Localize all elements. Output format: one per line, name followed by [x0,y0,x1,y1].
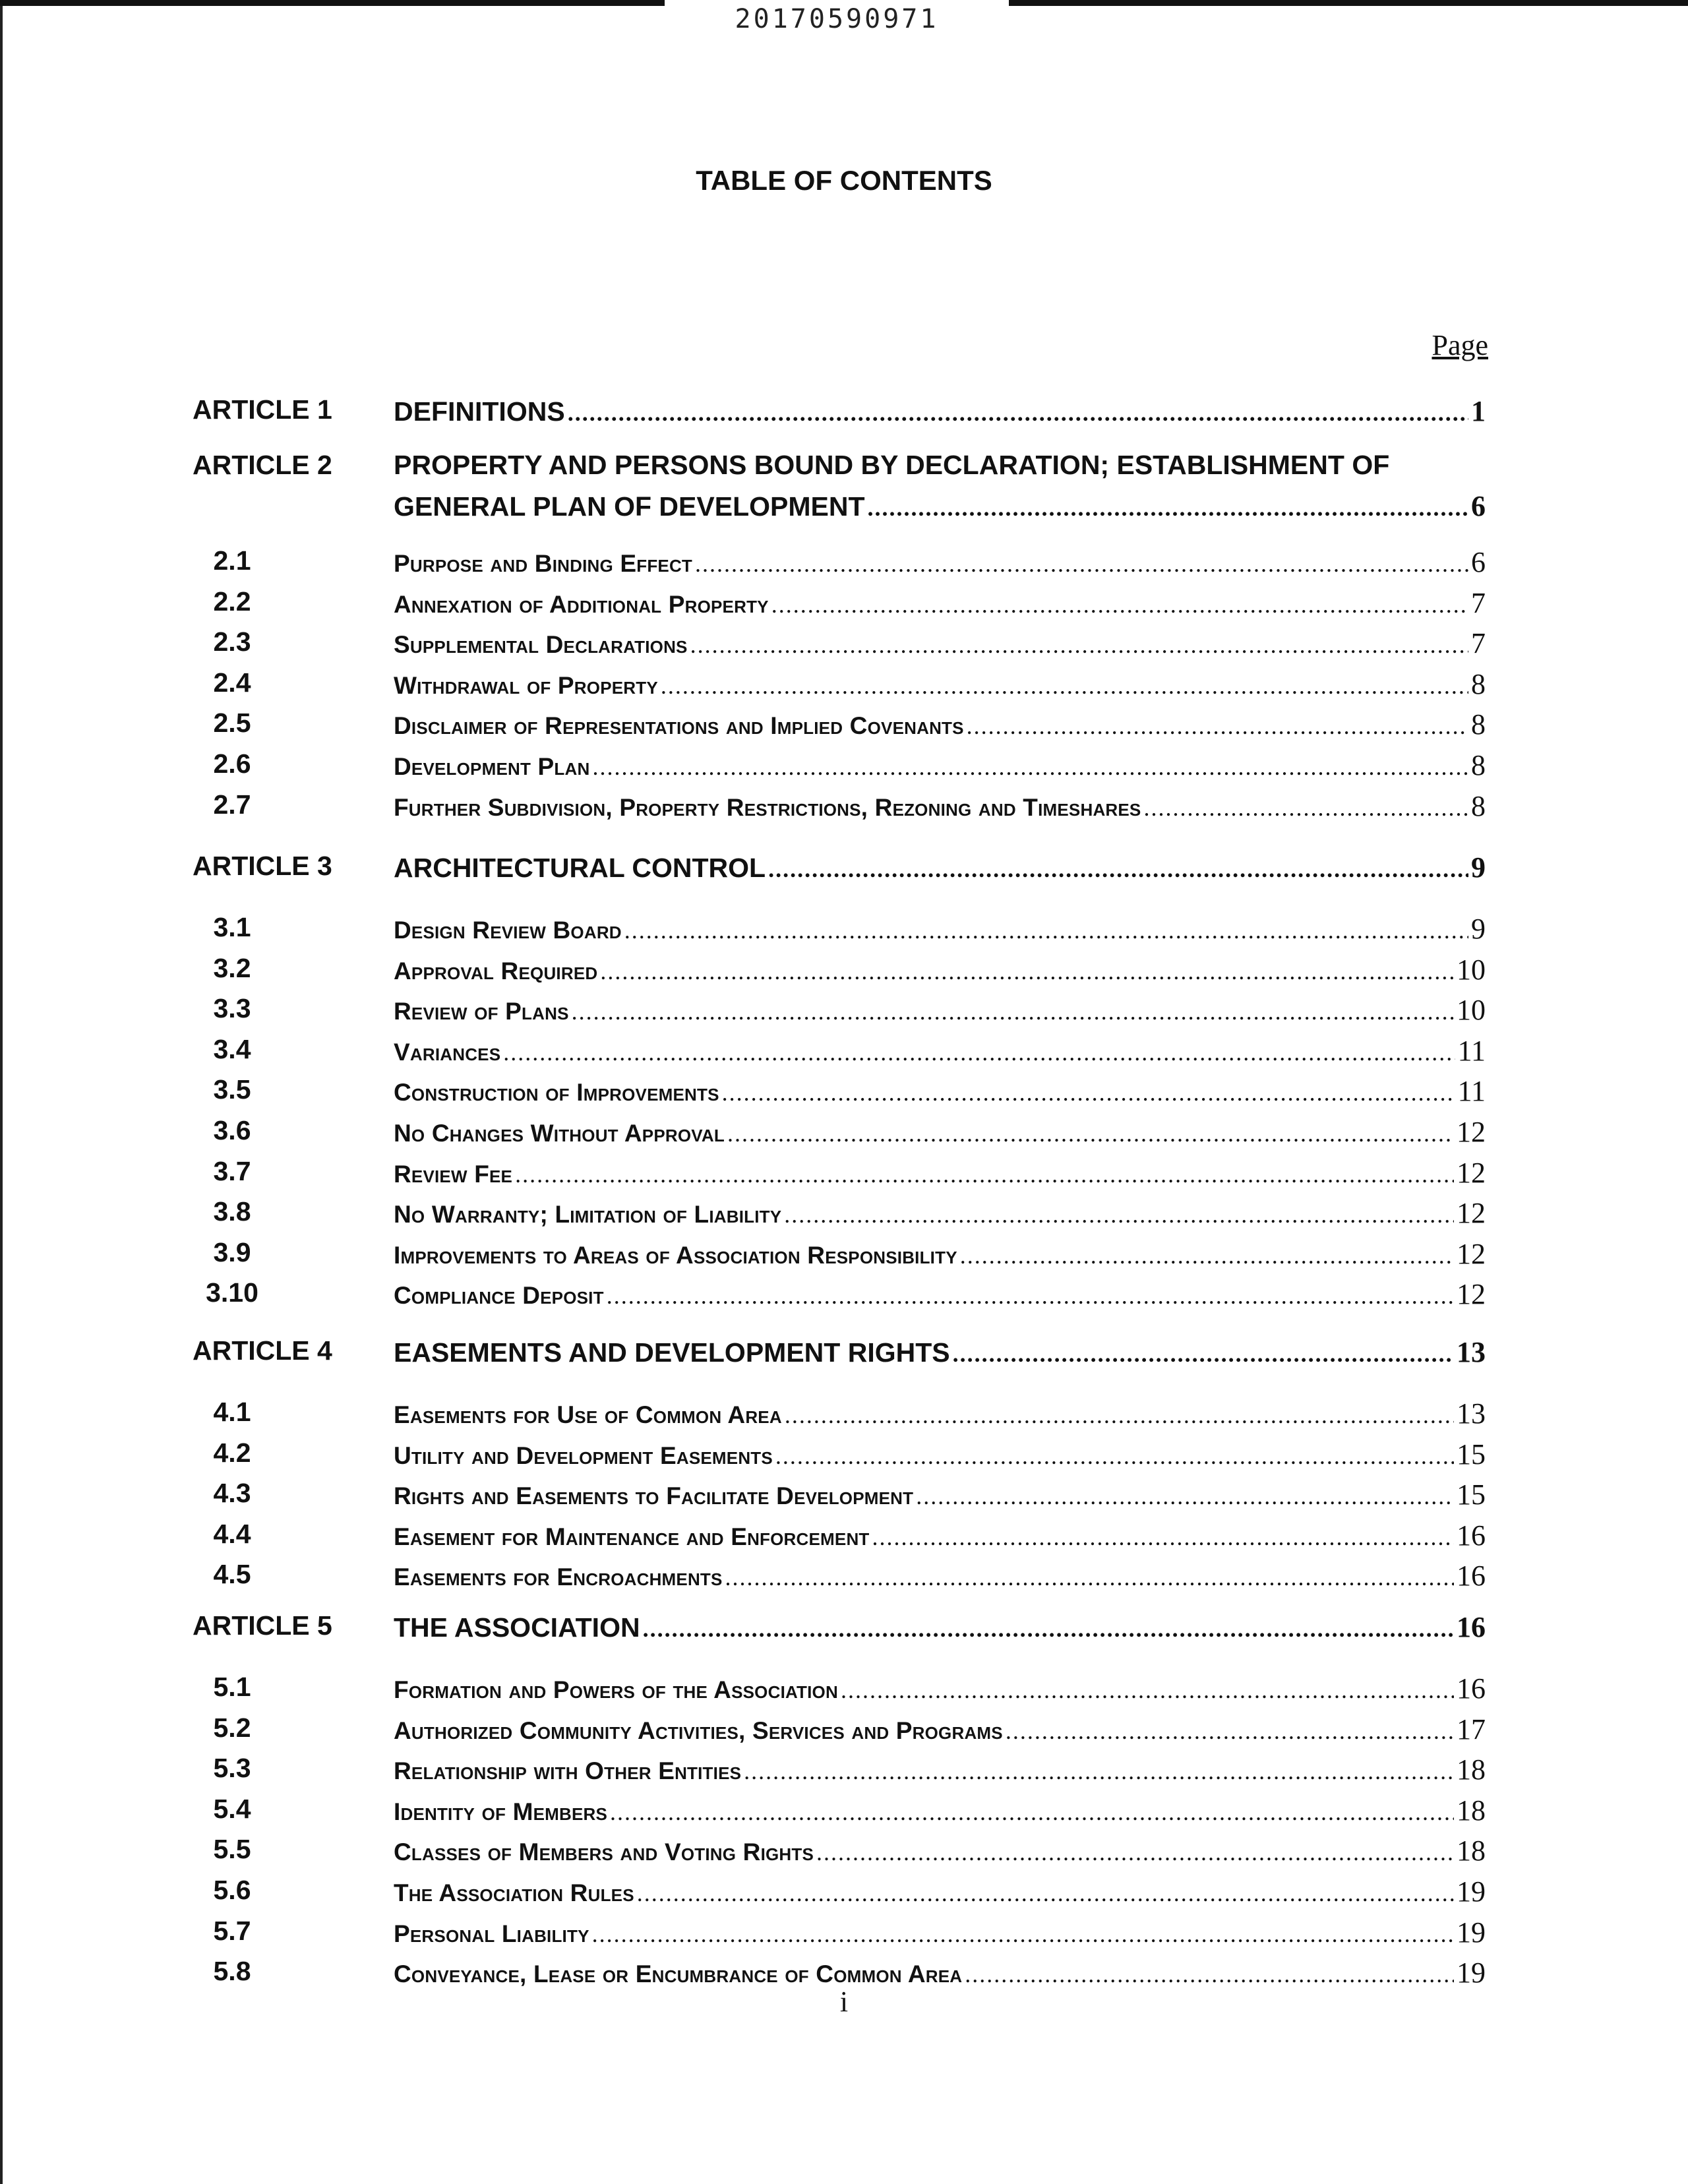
section-number: 4.3 [213,1478,251,1509]
article-number: ARTICLE 5 [193,1610,332,1641]
section-title: Disclaimer of Representations and Implied Covenants [394,712,964,740]
scan-edge [0,0,3,2184]
section-page-number: 13 [1457,1397,1486,1430]
section-page-number: 10 [1457,994,1486,1027]
section-page-number: 8 [1471,667,1486,700]
section-title: Approval Required [394,957,598,985]
leader-dots [872,1523,1454,1551]
section-number: 2.7 [213,789,251,820]
section-page-number: 7 [1471,627,1486,660]
leader-dots [592,1920,1454,1948]
section-page-number: 11 [1457,1075,1486,1108]
section-page-number: 15 [1457,1478,1486,1511]
leader-dots [784,1201,1454,1228]
leader-dots [785,1401,1454,1429]
section-page-number: 8 [1471,789,1486,822]
article-title: DEFINITIONS [394,396,565,427]
section-number: 5.4 [213,1793,251,1824]
section-title: Authorized Community Activities, Services and Programs [394,1716,1003,1744]
section-number: 3.7 [213,1155,251,1186]
article-title: GENERAL PLAN OF DEVELOPMENT [394,491,865,522]
page-number-footer: i [839,1986,849,2018]
section-title: Compliance Deposit [394,1282,604,1310]
scan-top-bar-right [1009,0,1688,6]
leader-dots [953,1340,1454,1368]
section-title: Classes of Members and Voting Rights [394,1838,814,1866]
section-title: Design Review Board [394,917,622,944]
section-page-number: 18 [1457,1835,1486,1867]
article-title: ARCHITECTURAL CONTROL [394,853,766,883]
article-title: EASEMENTS AND DEVELOPMENT RIGHTS [394,1337,950,1368]
leader-dots [775,1442,1454,1470]
leader-dots [572,998,1454,1025]
article-page-number: 1 [1471,395,1486,427]
article-page-number: 9 [1471,851,1486,884]
section-number: 5.5 [213,1834,251,1865]
leader-dots [695,550,1468,578]
section-page-number: 11 [1457,1034,1486,1067]
section-title: No Warranty; Limitation of Liability [394,1201,782,1228]
section-page-number: 12 [1457,1278,1486,1311]
section-page-number: 12 [1457,1116,1486,1148]
section-title: Purpose and Binding Effect [394,550,693,577]
section-page-number: 16 [1457,1519,1486,1552]
section-number: 5.3 [213,1753,251,1784]
section-title: Identity of Members [394,1798,608,1825]
section-page-number: 19 [1457,1916,1486,1949]
article-title: THE ASSOCIATION [394,1612,640,1643]
section-number: 4.1 [213,1397,251,1427]
section-title: Conveyance, Lease or Encumbrance of Common Area [394,1960,963,1988]
leader-dots [690,631,1468,659]
section-title: Development Plan [394,753,590,780]
leader-dots [1143,794,1468,822]
section-page-number: 8 [1471,708,1486,741]
leader-dots [568,399,1468,427]
section-page-number: 8 [1471,749,1486,781]
section-number: 5.2 [213,1712,251,1743]
leader-dots [503,1039,1455,1066]
section-number: 3.10 [206,1277,258,1308]
section-title: Further Subdivision, Property Restrictions, Rezoning and Timeshares [394,793,1141,821]
article-number: ARTICLE 4 [193,1335,332,1366]
article-page-number: 6 [1471,490,1486,522]
page-title: TABLE OF CONTENTS [696,165,992,196]
leader-dots [637,1879,1454,1907]
leader-dots [768,855,1468,883]
section-number: 3.8 [213,1196,251,1227]
section-title: Relationship with Other Entities [394,1757,742,1785]
section-number: 3.5 [213,1074,251,1105]
leader-dots [727,1120,1454,1147]
section-number: 4.4 [213,1518,251,1549]
section-title: Withdrawal of Property [394,671,658,699]
leader-dots [607,1282,1454,1310]
section-number: 3.3 [213,993,251,1024]
section-number: 2.3 [213,626,251,657]
page-column-label: Page [1432,329,1488,361]
section-number: 3.1 [213,912,251,942]
leader-dots [841,1676,1454,1704]
document-number: 20170590971 [735,4,939,34]
section-page-number: 18 [1457,1794,1486,1827]
section-title: Review of Plans [394,998,569,1025]
section-page-number: 16 [1457,1560,1486,1592]
leader-dots [960,1242,1454,1269]
section-title: Review Fee [394,1160,513,1188]
leader-dots [624,917,1468,944]
section-title: Easement for Maintenance and Enforcement [394,1523,870,1550]
section-page-number: 12 [1457,1197,1486,1230]
section-page-number: 7 [1471,586,1486,619]
article-page-number: 13 [1457,1336,1486,1368]
section-number: 5.1 [213,1672,251,1702]
leader-dots [515,1161,1454,1188]
section-number: 2.1 [213,545,251,576]
section-number: 4.2 [213,1437,251,1468]
section-page-number: 16 [1457,1672,1486,1705]
section-title: Construction of Improvements [394,1079,719,1107]
section-page-number: 15 [1457,1438,1486,1471]
section-page-number: 19 [1457,1957,1486,1989]
section-number: 3.6 [213,1115,251,1145]
leader-dots [600,957,1454,985]
section-number: 5.6 [213,1875,251,1905]
section-page-number: 12 [1457,1156,1486,1189]
section-number: 3.4 [213,1033,251,1064]
section-title: Easements for Use of Common Area [394,1401,782,1428]
leader-dots [592,753,1468,781]
article-number: ARTICLE 1 [193,394,332,425]
article-number: ARTICLE 3 [193,851,332,881]
leader-dots [610,1798,1454,1826]
section-title: Improvements to Areas of Association Responsibility [394,1241,957,1269]
section-title: The Association Rules [394,1879,634,1906]
leader-dots [967,712,1468,740]
leader-dots [1006,1717,1454,1745]
article-page-number: 16 [1457,1611,1486,1643]
article-title-line1: PROPERTY AND PERSONS BOUND BY DECLARATION; ESTABLISHMENT OF [394,450,1390,480]
leader-dots [722,1079,1455,1107]
scan-top-bar-left [0,0,665,6]
section-page-number: 19 [1457,1875,1486,1908]
article-number: ARTICLE 2 [193,450,332,480]
section-number: 3.9 [213,1236,251,1267]
leader-dots [661,672,1468,700]
section-number: 3.2 [213,952,251,983]
section-title: Easements for Encroachments [394,1563,723,1591]
leader-dots [643,1615,1454,1643]
leader-dots [965,1960,1454,1988]
section-number: 4.5 [213,1559,251,1590]
section-number: 2.5 [213,708,251,739]
section-number: 2.2 [213,586,251,617]
section-title: Utility and Development Easements [394,1441,773,1469]
section-page-number: 17 [1457,1713,1486,1745]
leader-dots [816,1838,1454,1866]
section-page-number: 6 [1471,546,1486,578]
leader-dots [744,1757,1454,1785]
section-number: 5.8 [213,1956,251,1987]
section-page-number: 9 [1471,913,1486,945]
section-title: Formation and Powers of the Association [394,1676,838,1703]
section-title: Personal Liability [394,1920,589,1947]
leader-dots [725,1563,1454,1591]
section-title: No Changes Without Approval [394,1120,725,1147]
section-title: Annexation of Additional Property [394,590,769,618]
section-page-number: 18 [1457,1753,1486,1786]
section-title: Supplemental Declarations [394,631,688,659]
leader-dots [868,494,1468,522]
section-number: 5.7 [213,1915,251,1946]
section-page-number: 12 [1457,1237,1486,1270]
leader-dots [771,591,1468,619]
section-page-number: 10 [1457,953,1486,986]
leader-dots [916,1482,1454,1510]
section-title: Variances [394,1038,501,1066]
section-number: 2.4 [213,667,251,698]
section-title: Rights and Easements to Facilitate Development [394,1482,914,1510]
section-number: 2.6 [213,748,251,779]
